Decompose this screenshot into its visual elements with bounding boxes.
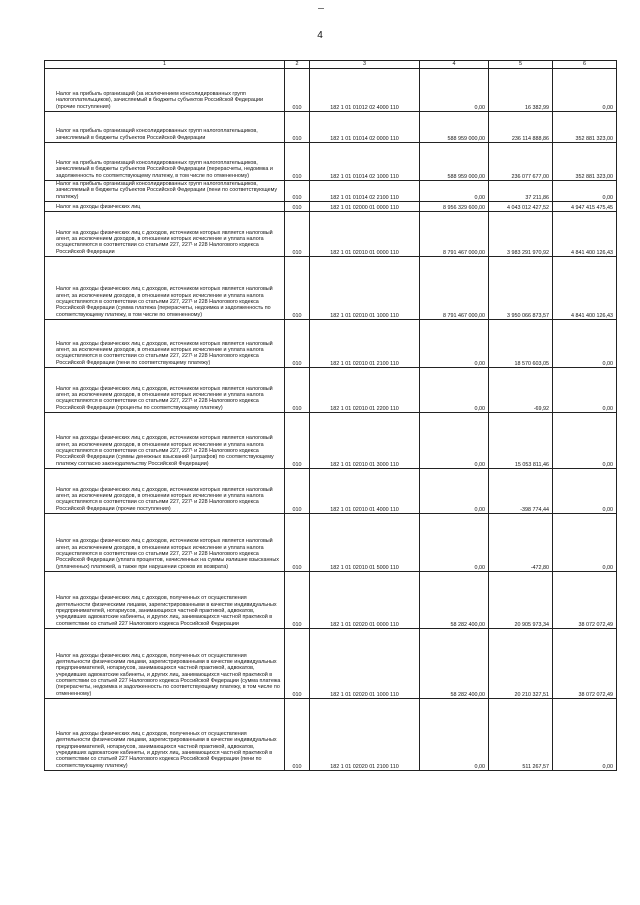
revenue-table [44,60,617,771]
row-code: 010 [285,112,310,143]
scan-mark [318,8,324,9]
row-code: 010 [285,468,310,513]
row-prev-value: 4 841 400 126,43 [553,211,617,256]
row-fact-value: 15 053 811,46 [489,412,553,468]
row-fact-value: 16 382,99 [489,69,553,112]
row-code: 010 [285,698,310,770]
row-kbk: 182 1 01 02010 01 3000 110 [310,412,420,468]
table-row [45,201,617,211]
row-name-cell [45,211,285,256]
table-row [45,69,617,112]
row-prev-value: 0,00 [553,698,617,770]
row-kbk: 182 1 01 01014 02 1000 110 [310,143,420,181]
row-name: Налог на доходы физических лиц с доходов, полученных от осуществления деятельности физическими лицами, зарегистрированными в качестве индивидуальных предпринимателей, нотариусов, занимающихся частной практикой, адвокатов, учредивших адвокатские кабинеты, и других лиц, занимающихся частной практикой в соответствии со статьей 227 Налогового кодекса Российской Федерации (пени по соответствующему платежу) [56,731,277,769]
column-header: 6 [553,61,617,69]
row-name-cell [45,468,285,513]
row-plan-value: 0,00 [420,513,489,571]
row-fact-value: 236 114 888,86 [489,112,553,143]
row-name: Налог на прибыль организаций консолидированных групп налогоплательщиков, зачисляемый в бюджеты субъектов Российской Федерации (перерасчеты, недоимка и задолженность по соответствующему платежу, в том числе по отмененному) [56,160,273,179]
row-name: Налог на прибыль организаций (за исключением консолидированных групп налогоплательщиков), зачисляемый в бюджеты субъектов Российской Федерации (прочие поступления) [56,91,264,110]
row-name-cell [45,513,285,571]
table-row [45,412,617,468]
row-code: 010 [285,181,310,202]
page-number: 4 [317,30,323,41]
row-prev-value: 0,00 [553,412,617,468]
row-plan-value: 58 282 400,00 [420,571,489,628]
row-plan-value: 8 956 329 600,00 [420,201,489,211]
row-name-cell [45,256,285,319]
row-fact-value: -398 774,44 [489,468,553,513]
row-name-cell [45,698,285,770]
table-row [45,181,617,202]
row-name-cell [45,367,285,412]
row-fact-value: 20 210 327,51 [489,628,553,698]
row-name: Налог на доходы физических лиц с доходов, источником которых является налоговый агент, за исключением доходов, в отношении которых исчисление и уплата налога осуществляются в соответствии со статьями 227, 227¹ и 228 Налогового кодекса Российской Федерации (пени по соответствующему платежу) [56,340,273,366]
row-fact-value: 3 950 066 873,57 [489,256,553,319]
row-plan-value: 588 959 000,00 [420,112,489,143]
row-kbk: 182 1 01 02020 01 1000 110 [310,628,420,698]
row-code: 010 [285,628,310,698]
table-row [45,571,617,628]
table-row [45,513,617,571]
table-row [45,367,617,412]
row-code: 010 [285,571,310,628]
row-kbk: 182 1 01 02010 01 2100 110 [310,319,420,367]
row-fact-value: 236 077 677,00 [489,143,553,181]
row-plan-value: 0,00 [420,698,489,770]
row-prev-value: 4 841 400 126,43 [553,256,617,319]
row-plan-value: 8 791 467 000,00 [420,256,489,319]
row-kbk: 182 1 01 02010 01 0000 110 [310,211,420,256]
column-header: 2 [285,61,310,69]
row-code: 010 [285,513,310,571]
row-prev-value: 0,00 [553,319,617,367]
row-fact-value: -472,80 [489,513,553,571]
row-fact-value: 37 211,86 [489,181,553,202]
row-name-cell [45,181,285,202]
row-code: 010 [285,256,310,319]
row-prev-value: 0,00 [553,181,617,202]
row-prev-value: 352 881 323,00 [553,112,617,143]
column-header: 3 [310,61,420,69]
row-name: Налог на доходы физических лиц с доходов, источником которых является налоговый агент, за исключением доходов, в отношении которых исчисление и уплата налога осуществляются в соответствии со статьями 227, 227¹ и 228 Налогового кодекса Российской Федерации (сумма платежа (перерасчеты, недоимка и задолженность по соответствующему платежу, в том числе по отмененному) [56,286,273,318]
row-name-cell [45,412,285,468]
row-prev-value: 352 881 323,00 [553,143,617,181]
row-name: Налог на доходы физических лиц с доходов, источником которых является налоговый агент, за исключением доходов, в отношении которых исчисление и уплата налога осуществляются в соответствии со статьями 227, 227¹ и 228 Налогового кодекса Российской Федерации (суммы денежных взысканий (штрафов) по соответствующему платежу согласно законодательству Российской Федерации) [56,435,274,467]
column-header: 1 [45,61,285,69]
table-row [45,698,617,770]
row-code: 010 [285,69,310,112]
row-name: Налог на доходы физических лиц [56,203,141,210]
row-name-cell [45,143,285,181]
row-name: Налог на прибыль организаций консолидированных групп налогоплательщиков, зачисляемый в бюджеты субъектов Российской Федерации [56,128,258,141]
row-fact-value: 20 905 973,34 [489,571,553,628]
row-kbk: 182 1 01 02020 01 0000 110 [310,571,420,628]
column-header: 5 [489,61,553,69]
row-name-cell [45,571,285,628]
row-kbk: 182 1 01 02010 01 2200 110 [310,367,420,412]
row-name-cell [45,69,285,112]
table-row [45,468,617,513]
row-prev-value: 0,00 [553,513,617,571]
row-prev-value: 0,00 [553,69,617,112]
row-kbk: 182 1 01 01014 02 0000 110 [310,112,420,143]
table-row [45,211,617,256]
row-kbk: 182 1 01 01014 02 2100 110 [310,181,420,202]
row-code: 010 [285,412,310,468]
row-code: 010 [285,201,310,211]
row-plan-value: 0,00 [420,69,489,112]
row-kbk: 182 1 01 02000 01 0000 110 [310,201,420,211]
row-fact-value: 511 267,57 [489,698,553,770]
row-name: Налог на доходы физических лиц с доходов, источником которых является налоговый агент, за исключением доходов, в отношении которых исчисление и уплата налога осуществляются в соответствии со статьями 227, 227¹ и 228 Налогового кодекса Российской Федерации (проценты по соответствующему платежу) [56,385,273,411]
row-code: 010 [285,143,310,181]
row-plan-value: 58 282 400,00 [420,628,489,698]
row-name: Налог на доходы физических лиц с доходов, источником которых является налоговый агент, за исключением доходов, в отношении которых исчисление и уплата налога осуществляются в соответствии со статьями 227, 227¹ и 228 Налогового кодекса Российской Федерации (уплата процентов, начисленных на суммы излишне взысканных (уплаченных) платежей, а также при нарушении сроков их возврата) [56,538,279,570]
row-name: Налог на прибыль организаций консолидированных групп налогоплательщиков, зачисляемый в бюджеты субъектов Российской Федерации (пени по соответствующему платежу) [56,181,278,200]
row-plan-value: 0,00 [420,367,489,412]
row-fact-value: -69,92 [489,367,553,412]
row-name: Налог на доходы физических лиц с доходов, полученных от осуществления деятельности физическими лицами, зарегистрированными в качестве индивидуальных предпринимателей, нотариусов, занимающихся частной практикой, адвокатов, учредивших адвокатские кабинеты, и других лиц, занимающихся частной практикой в соответствии со статьей 227 Налогового кодекса Российской Федерации (сумма платежа (перерасчеты, недоимка и задолженность по соответствующему платежу, в том числе по отмененному) [56,652,281,697]
row-plan-value: 0,00 [420,468,489,513]
row-name-cell [45,112,285,143]
row-kbk: 182 1 01 01012 02 4000 110 [310,69,420,112]
row-name: Налог на доходы физических лиц с доходов, источником которых является налоговый агент, за исключением доходов, в отношении которых исчисление и уплата налога осуществляются в соответствии со статьями 227, 227¹ и 228 Налогового кодекса Российской Федерации [56,229,273,255]
row-code: 010 [285,367,310,412]
row-plan-value: 0,00 [420,319,489,367]
column-number-row [45,61,617,69]
table-row [45,143,617,181]
row-name-cell [45,319,285,367]
row-prev-value: 38 072 072,49 [553,571,617,628]
row-kbk: 182 1 01 02010 01 5000 110 [310,513,420,571]
row-plan-value: 588 959 000,00 [420,143,489,181]
row-name-cell [45,628,285,698]
row-name: Налог на доходы физических лиц с доходов, полученных от осуществления деятельности физическими лицами, зарегистрированными в качестве индивидуальных предпринимателей, нотариусов, занимающихся частной практикой, адвокатов, учредивших адвокатские кабинеты, и других лиц, занимающихся частной практикой в соответствии со статьей 227 Налогового кодекса Российской Федерации [56,595,277,627]
column-header: 4 [420,61,489,69]
row-name-cell [45,201,285,211]
row-kbk: 182 1 01 02020 01 2100 110 [310,698,420,770]
row-prev-value: 0,00 [553,367,617,412]
row-kbk: 182 1 01 02010 01 1000 110 [310,256,420,319]
table-row [45,112,617,143]
row-fact-value: 18 570 603,05 [489,319,553,367]
row-name: Налог на доходы физических лиц с доходов, источником которых является налоговый агент, за исключением доходов, в отношении которых исчисление и уплата налога осуществляются в соответствии со статьями 227, 227¹ и 228 Налогового кодекса Российской Федерации (прочие поступления) [56,486,273,512]
row-fact-value: 3 983 291 970,92 [489,211,553,256]
row-kbk: 182 1 01 02010 01 4000 110 [310,468,420,513]
row-plan-value: 8 791 467 000,00 [420,211,489,256]
row-plan-value: 0,00 [420,181,489,202]
row-code: 010 [285,211,310,256]
table-row [45,319,617,367]
row-plan-value: 0,00 [420,412,489,468]
row-prev-value: 38 072 072,49 [553,628,617,698]
row-fact-value: 4 043 012 427,52 [489,201,553,211]
table-row [45,628,617,698]
table-row [45,256,617,319]
row-code: 010 [285,319,310,367]
row-prev-value: 4 947 415 475,45 [553,201,617,211]
row-prev-value: 0,00 [553,468,617,513]
